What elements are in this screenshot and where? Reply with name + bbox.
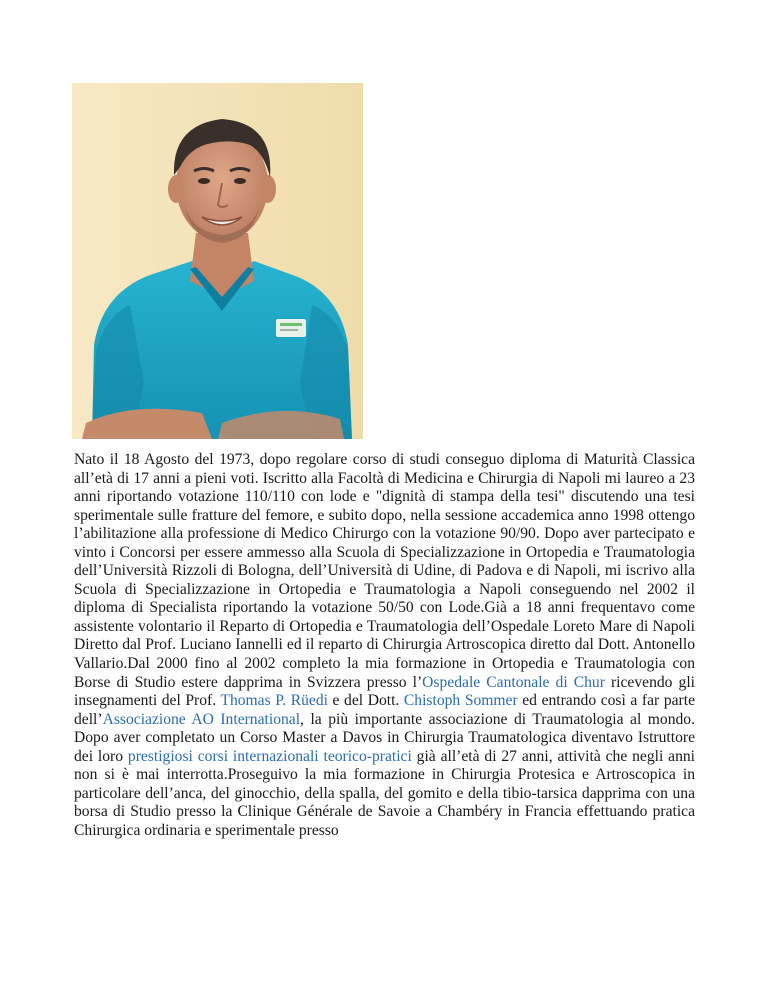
- bio-text: ed entrando così a far parte dell’: [74, 692, 695, 728]
- bio-text: ricevendo gli insegnamenti del Prof.: [74, 673, 695, 710]
- bio-link[interactable]: Thomas P. Rüedi: [220, 692, 328, 710]
- bio-paragraph: [74, 451, 695, 840]
- bio-link[interactable]: Chistoph Sommer: [403, 692, 518, 710]
- bio-text: già all’età di 27 anni, attività che negli anni non si è mai interrotta.Proseguivo la mia formazione in Chirurgia Protesica e Artroscopica in particolare dell’anca, del ginocchio, della spalla, del gomito e della tibio-tarsica dapprima con una borsa di Studio presso la Clinique Générale de Savoie a Chambéry in Francia effettuando pratica Chirurgica ordinaria e sperimentale presso: [74, 747, 695, 839]
- bio-link[interactable]: Ospedale Cantonale di Chur: [422, 673, 605, 691]
- bio-text: , la più importante associazione di Traumatologia al mondo. Dopo aver completato un Corso Master a Davos in Chirurgia Traumatologica diventavo Istruttore dei loro: [74, 710, 696, 765]
- doctor-portrait: [72, 83, 363, 439]
- bio-text: e del Dott.: [327, 692, 404, 710]
- doctor-portrait-photo-icon: [72, 83, 363, 439]
- bio-text: Nato il 18 Agosto del 1973, dopo regolare corso di studi conseguo diploma di Maturità Classica all’età di 17 anni a pieni voti. Iscritto alla Facoltà di Medicina e Chirurgia di Napoli mi laureo a 23 anni riportando votazione 110/110 con lode e "dignità di stampa della tesi" discutendo una tesi sperimentale sulle fratture del femore, e subito dopo, nella sessione accademica anno 1998 ottengo l’abilitazione alla professione di Medico Chirurgo con la votazione 90/90. Dopo aver partecipato e vinto i Concorsi per essere ammesso alla Scuola di Specializzazione in Ortopedia e Traumatologia dell’Università Rizzoli di Bologna, dell’Università di Udine, di Padova e di Napoli, mi iscrivo alla Scuola di Specializzazione in Ortopedia e Traumatologia a Napoli conseguendo nel 2002 il diploma di Specialista riportando la votazione 50/50 con Lode.Già a 18 anni frequentavo come assistente volontario il Reparto di Ortopedia e Traumatologia dell’Ospedale Loreto Mare di Napoli Diretto dal Prof. Luciano Iannelli ed il reparto di Chirurgia Artroscopica diretto dal Dott. Antonello Vallario.Dal 2000 fino al 2002 completo la mia formazione in Ortopedia e Traumatologia con Borse di Studio estere dapprima in Svizzera presso l’: [74, 451, 695, 691]
- bio-link[interactable]: Associazione AO International: [102, 710, 301, 728]
- bio-link[interactable]: prestigiosi corsi internazionali teorico-pratici: [127, 747, 412, 765]
